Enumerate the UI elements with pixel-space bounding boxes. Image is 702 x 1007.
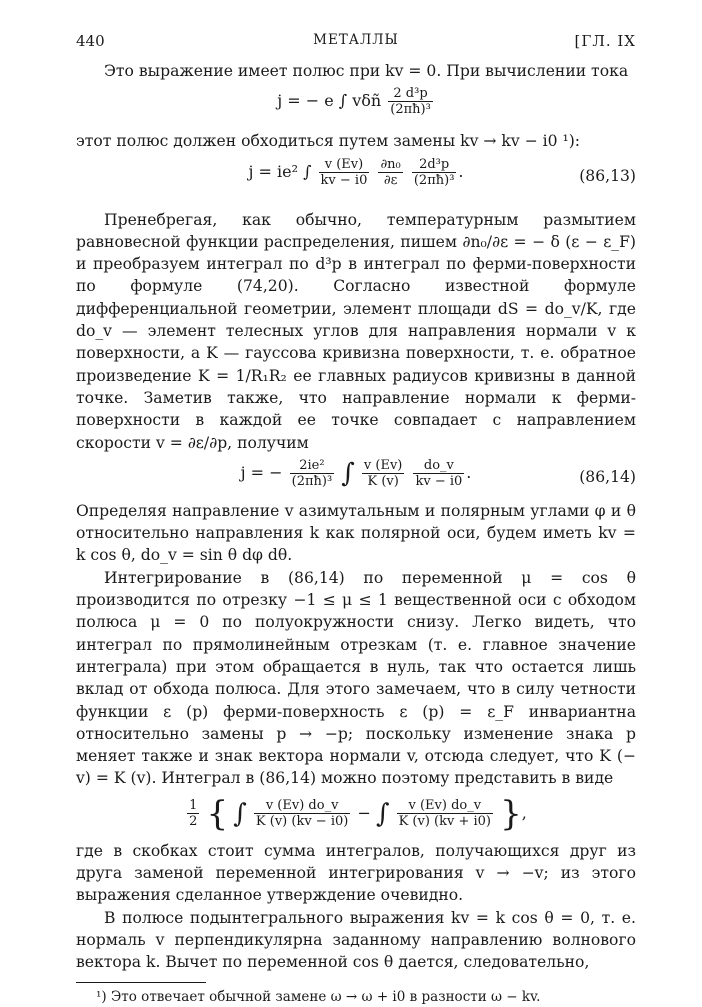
fraction: $\frac{\text{2ie²}}{\text{(2πħ)³}}$ (291, 457, 333, 489)
paragraph: В полюсе подынтегрального выражения kv = k cos θ = 0, т. е. нормаль v перпендикулярна заданному направлению волнового вектора k. Вычет по переменной cos θ дается, следовательно, (76, 908, 636, 972)
fraction: $\frac{v (Ev) do\_v}{K (v) (kv - i0)}$ (255, 798, 349, 830)
paragraph: Интегрирование в (86,14) по переменной μ = cos θ производится по отрезку −1 ≤ μ ≤ 1 вещественной оси с обходом полюса μ = 0 по полуокружности снизу. Легко видеть, что интеграл по прямолинейным отрезкам (т. е. главное значение интеграла) при этом обращается в нуль, так что остается лишь вклад от обхода полюса. Для этого замечаем, что в силу четности функции ε (p) ферми-поверхность ε (p) = ε_F инвариантна относительно замены p → −p; поскольку изменение знака p меняет также и знак вектора нормали v, отсюда следует, что K (− v) = K (v). Интеграл в (86,14) можно поэтому представить в виде (76, 568, 636, 788)
fraction: $\frac{v (Ev)}{kv - i0}$ (320, 156, 368, 188)
equation-number: (86,13) (579, 166, 636, 185)
footnote: ¹) Это отвечает обычной замене ω → ω + i0 в разности ω − kv. (96, 988, 541, 1005)
equation-lhs: j = − (240, 462, 283, 482)
page-number: 440 (76, 32, 105, 50)
fraction: $\frac{\text{∂n₀}}{\partial\varepsilon}$ (380, 156, 401, 188)
fraction: $\frac{do\_v}{kv - i0}$ (415, 457, 463, 489)
equation-86-13: j = ie² ∫ $\frac{v (Ev)}{kv - i0}$ $\frac{\text{∂n₀}}{\partial\varepsilon}$ $\frac{\text{2d³p}}{\text{(2πħ)³}}$ . (86,13) (248, 156, 636, 188)
equation-86-14: j = − $\frac{\text{2ie²}}{\text{(2πħ)³}}$ ∫ $\frac{v (Ev)}{K (v)}$ $\frac{do\_v}{kv - i0}$ . (86,14) (240, 457, 636, 489)
fraction: $\frac{\text{2 d³p}}{\text{(2πħ)³}}$ (390, 86, 431, 118)
equation-lhs: j = − e ∫ vδñ (277, 91, 382, 111)
fraction: $\frac{v (Ev)}{K (v)}$ (363, 457, 403, 489)
running-title: МЕТАЛЛЫ (313, 32, 399, 48)
paragraph: Пренебрегая, как обычно, температурным размытием равновесной функции распределения, пишем ∂n₀/∂ε = − δ (ε − ε_F) и преобразуем интеграл по d³p в интеграл по ферми-поверхности по формуле (74,20). Согласно известной формуле дифференциальной геометрии, элемент площади dS = do_v/K, где do_v — элемент телесных углов для направления нормали v к поверхности, а K — гауссова кривизна поверхности, т. е. обратное произведение K = 1/R₁R₂ ее главных радиусов кривизны в данной точке. Заметив также, что направление нормали к ферми-поверхности в каждой ее точке совпадает с направлением скорости v = ∂ε/∂p, получим (76, 210, 636, 452)
equation-current (76, 82, 636, 128)
fraction: $\frac{v (Ev) do\_v}{K (v) (kv + i0)}$ (398, 798, 491, 830)
right-brace: } (500, 793, 522, 834)
integral-sign: ∫ (233, 798, 247, 829)
footnote-rule (76, 982, 206, 983)
paragraph: этот полюс должен обходиться путем замены kv → kv − i0 ¹): (76, 132, 581, 151)
page (76, 30, 636, 1007)
equation-number: (86,14) (579, 467, 636, 486)
equation-lhs: j = ie² ∫ (248, 161, 312, 181)
page-header (76, 30, 636, 54)
fraction: $\frac{1}{2}$ (189, 798, 198, 830)
fraction: $\frac{\text{2d³p}}{\text{(2πħ)³}}$ (413, 156, 455, 188)
integral-sign: ∫ (375, 798, 390, 829)
left-brace: { (206, 793, 229, 834)
paragraph: Определяя направление v азимутальным и полярным углами φ и θ относительно направления k как полярной оси, будем иметь kv = k cos θ, do_v = sin θ dφ dθ. (76, 501, 636, 565)
paragraph: Это выражение имеет полюс при kv = 0. При вычислении тока (104, 62, 629, 80)
paragraph: где в скобках стоит сумма интегралов, получающихся друг из друга заменой переменной интегрирования v → −v; из этого выражения сделанное утверждение очевидно. (76, 841, 636, 905)
equation-split-integral: $\frac{1}{2}$ { ∫ $\frac{v (Ev) do\_v}{K (v) (kv - i0)}$ − ∫ $\frac{v (Ev) do\_v}{K (v) (kv + i0)}$ }, (189, 793, 527, 834)
chapter-label: [ГЛ. IX (574, 32, 636, 50)
integral-sign: ∫ (341, 458, 355, 489)
